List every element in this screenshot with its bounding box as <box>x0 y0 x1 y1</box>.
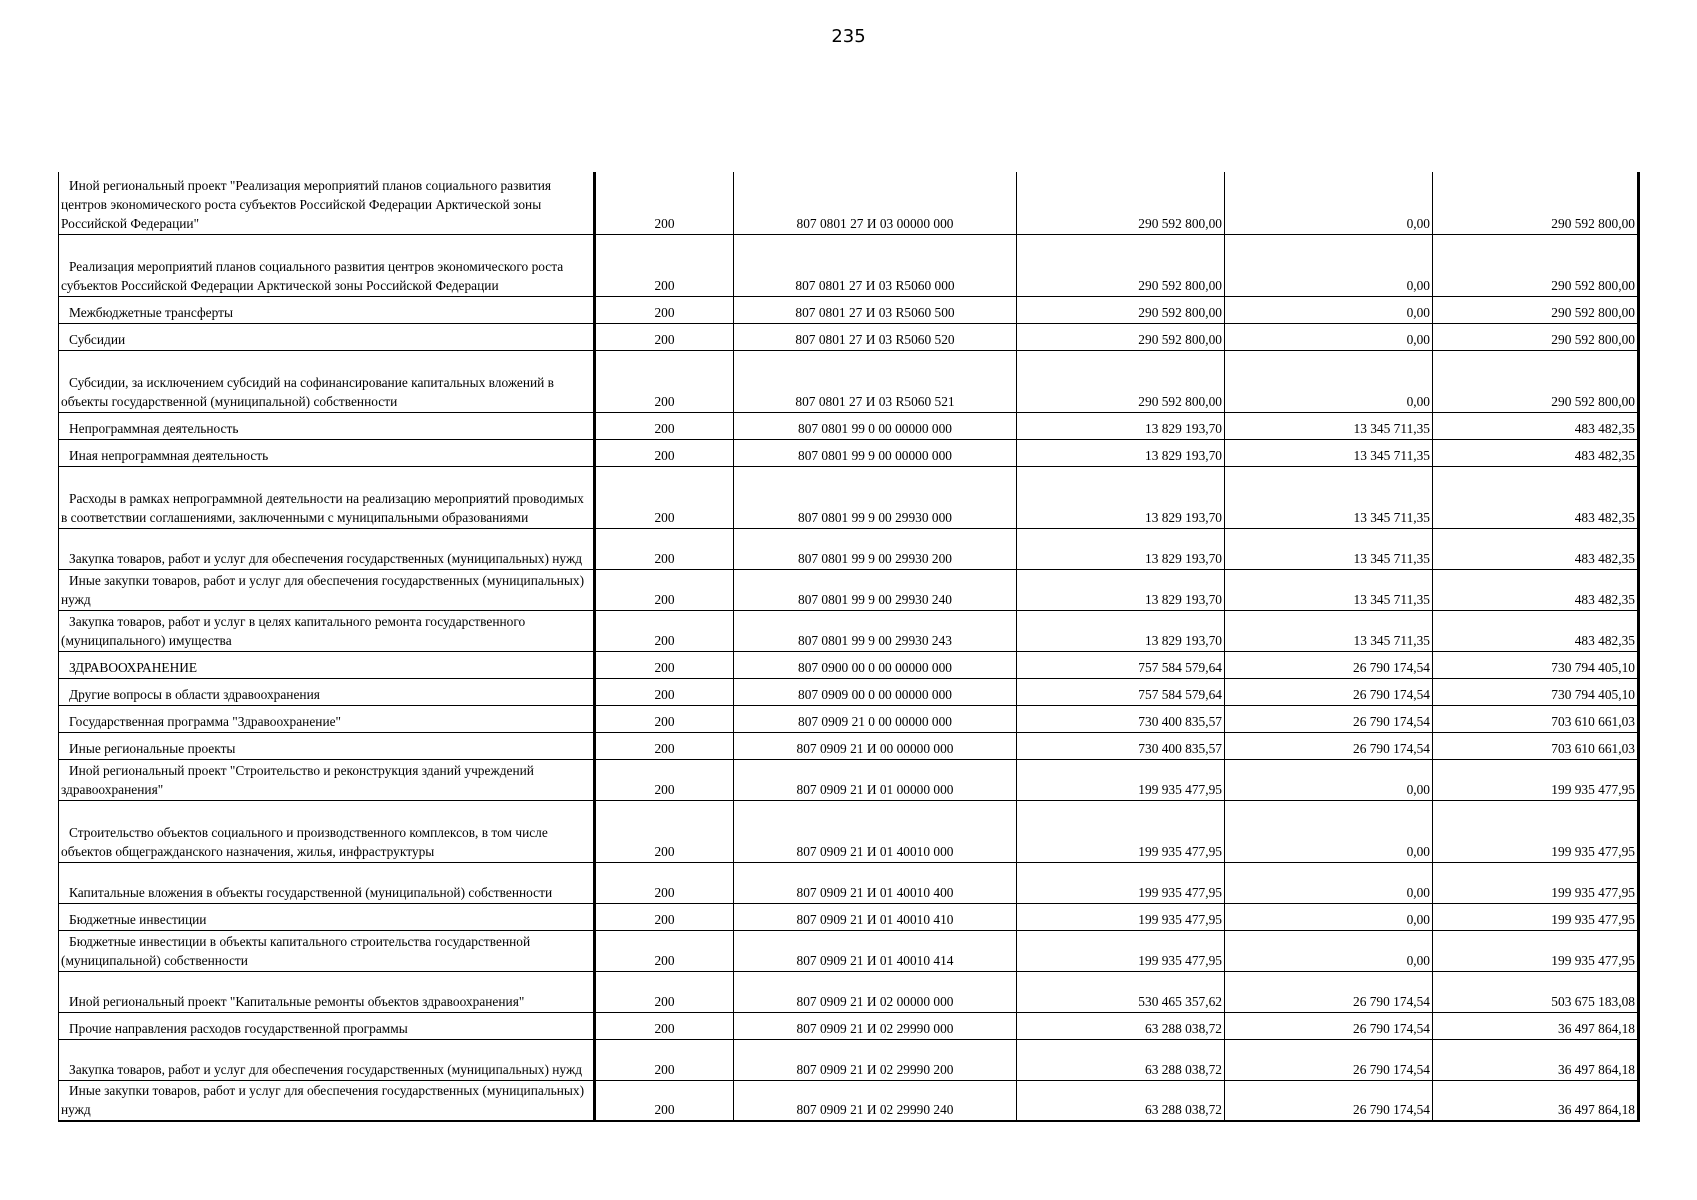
cell-amount-3: 290 592 800,00 <box>1433 172 1639 234</box>
cell-grbs: 200 <box>595 930 734 971</box>
row-label: Расходы в рамках непрограммной деятельности на реализацию мероприятий проводимых в соответствии соглашениями, заключенными с муниципальными образованиями <box>61 490 584 525</box>
row-label: Закупка товаров, работ и услуг в целях капитального ремонта государственного (муниципального) имущества <box>61 613 526 648</box>
cell-grbs: 200 <box>595 903 734 930</box>
table-row <box>59 732 1639 759</box>
cell-grbs: 200 <box>595 759 734 800</box>
cell-grbs: 200 <box>595 172 734 234</box>
cell-amount-1: 199 935 477,95 <box>1017 800 1225 862</box>
row-label: Капитальные вложения в объекты государственной (муниципальной) собственности <box>69 884 553 900</box>
cell-amount-3: 483 482,35 <box>1433 610 1639 651</box>
row-label: Государственная программа "Здравоохранение" <box>69 713 342 729</box>
row-label: Реализация мероприятий планов социального развития центров экономического роста субъектов Российской Федерации Арктической зоны Российской Федерации <box>61 258 564 293</box>
cell-amount-2: 13 345 711,35 <box>1225 466 1433 528</box>
row-label: Иной региональный проект "Капитальные ремонты объектов здравоохранения" <box>69 993 525 1009</box>
cell-grbs: 200 <box>595 800 734 862</box>
row-label: Закупка товаров, работ и услуг для обеспечения государственных (муниципальных) нужд <box>69 550 583 566</box>
cell-amount-3: 290 592 800,00 <box>1433 296 1639 323</box>
cell-budget-code: 807 0801 27 И 03 R5060 521 <box>734 350 1017 412</box>
cell-amount-1: 199 935 477,95 <box>1017 930 1225 971</box>
cell-name <box>59 705 595 732</box>
row-label: ЗДРАВООХРАНЕНИЕ <box>69 659 198 675</box>
table-row <box>59 323 1639 350</box>
cell-name <box>59 172 595 234</box>
cell-amount-2: 26 790 174,54 <box>1225 705 1433 732</box>
cell-amount-2: 0,00 <box>1225 323 1433 350</box>
row-label: Закупка товаров, работ и услуг для обеспечения государственных (муниципальных) нужд <box>69 1061 583 1077</box>
cell-amount-1: 290 592 800,00 <box>1017 234 1225 296</box>
cell-name <box>59 569 595 610</box>
cell-grbs: 200 <box>595 350 734 412</box>
table-row <box>59 705 1639 732</box>
cell-name <box>59 651 595 678</box>
table-row <box>59 528 1639 569</box>
cell-name <box>59 800 595 862</box>
cell-amount-2: 0,00 <box>1225 862 1433 903</box>
cell-name <box>59 971 595 1012</box>
cell-amount-2: 26 790 174,54 <box>1225 1080 1433 1121</box>
cell-budget-code: 807 0909 21 И 01 40010 414 <box>734 930 1017 971</box>
cell-amount-2: 26 790 174,54 <box>1225 1012 1433 1039</box>
cell-grbs: 200 <box>595 569 734 610</box>
table-row <box>59 1012 1639 1039</box>
cell-budget-code: 807 0801 99 9 00 29930 243 <box>734 610 1017 651</box>
cell-budget-code: 807 0909 21 И 00 00000 000 <box>734 732 1017 759</box>
cell-amount-2: 13 345 711,35 <box>1225 528 1433 569</box>
cell-amount-3: 36 497 864,18 <box>1433 1039 1639 1080</box>
cell-amount-1: 199 935 477,95 <box>1017 903 1225 930</box>
cell-amount-1: 63 288 038,72 <box>1017 1080 1225 1121</box>
cell-budget-code: 807 0909 21 И 01 00000 000 <box>734 759 1017 800</box>
cell-amount-2: 26 790 174,54 <box>1225 651 1433 678</box>
cell-grbs: 200 <box>595 610 734 651</box>
cell-name <box>59 234 595 296</box>
row-label: Другие вопросы в области здравоохранения <box>69 686 320 702</box>
cell-amount-2: 26 790 174,54 <box>1225 732 1433 759</box>
cell-grbs: 200 <box>595 678 734 705</box>
cell-amount-3: 483 482,35 <box>1433 528 1639 569</box>
cell-amount-3: 290 592 800,00 <box>1433 234 1639 296</box>
row-label: Иные закупки товаров, работ и услуг для обеспечения государственных (муниципальных) нужд <box>61 1083 585 1117</box>
cell-amount-2: 0,00 <box>1225 903 1433 930</box>
cell-amount-3: 483 482,35 <box>1433 439 1639 466</box>
cell-budget-code: 807 0909 21 И 01 40010 400 <box>734 862 1017 903</box>
cell-name <box>59 412 595 439</box>
table-row <box>59 412 1639 439</box>
cell-name <box>59 759 595 800</box>
cell-amount-3: 503 675 183,08 <box>1433 971 1639 1012</box>
cell-budget-code: 807 0801 99 9 00 29930 200 <box>734 528 1017 569</box>
cell-budget-code: 807 0801 27 И 03 00000 000 <box>734 172 1017 234</box>
cell-grbs: 200 <box>595 1012 734 1039</box>
cell-amount-3: 199 935 477,95 <box>1433 800 1639 862</box>
row-label: Иной региональный проект "Строительство и реконструкция зданий учреждений здравоохранения" <box>61 762 534 797</box>
row-label: Иные региональные проекты <box>69 740 236 756</box>
cell-amount-2: 0,00 <box>1225 350 1433 412</box>
cell-amount-1: 290 592 800,00 <box>1017 172 1225 234</box>
cell-name <box>59 350 595 412</box>
table-row <box>59 1039 1639 1080</box>
cell-amount-1: 13 829 193,70 <box>1017 610 1225 651</box>
cell-amount-3: 199 935 477,95 <box>1433 759 1639 800</box>
cell-amount-1: 290 592 800,00 <box>1017 296 1225 323</box>
table-row <box>59 678 1639 705</box>
cell-budget-code: 807 0909 21 И 02 29990 000 <box>734 1012 1017 1039</box>
cell-budget-code: 807 0909 00 0 00 00000 000 <box>734 678 1017 705</box>
row-label: Бюджетные инвестиции в объекты капитального строительства государственной (муниципальной) собственности <box>61 933 531 968</box>
table-row <box>59 172 1639 234</box>
cell-name <box>59 466 595 528</box>
cell-amount-2: 0,00 <box>1225 759 1433 800</box>
cell-grbs: 200 <box>595 705 734 732</box>
cell-amount-1: 730 400 835,57 <box>1017 732 1225 759</box>
cell-budget-code: 807 0900 00 0 00 00000 000 <box>734 651 1017 678</box>
table-row <box>59 296 1639 323</box>
cell-amount-1: 730 400 835,57 <box>1017 705 1225 732</box>
cell-budget-code: 807 0801 27 И 03 R5060 520 <box>734 323 1017 350</box>
cell-grbs: 200 <box>595 971 734 1012</box>
row-label: Непрограммная деятельность <box>69 420 239 436</box>
cell-amount-1: 199 935 477,95 <box>1017 759 1225 800</box>
cell-amount-2: 13 345 711,35 <box>1225 439 1433 466</box>
cell-budget-code: 807 0909 21 И 02 29990 200 <box>734 1039 1017 1080</box>
cell-amount-3: 703 610 661,03 <box>1433 705 1639 732</box>
cell-grbs: 200 <box>595 323 734 350</box>
cell-amount-3: 730 794 405,10 <box>1433 678 1639 705</box>
cell-amount-1: 13 829 193,70 <box>1017 528 1225 569</box>
cell-name <box>59 930 595 971</box>
cell-amount-1: 63 288 038,72 <box>1017 1012 1225 1039</box>
cell-grbs: 200 <box>595 651 734 678</box>
cell-name <box>59 903 595 930</box>
row-label: Прочие направления расходов государственной программы <box>69 1020 408 1036</box>
cell-amount-2: 26 790 174,54 <box>1225 1039 1433 1080</box>
cell-grbs: 200 <box>595 862 734 903</box>
cell-name <box>59 862 595 903</box>
cell-grbs: 200 <box>595 732 734 759</box>
row-label: Бюджетные инвестиции <box>69 911 207 927</box>
cell-amount-2: 0,00 <box>1225 930 1433 971</box>
table-row <box>59 439 1639 466</box>
table-row <box>59 903 1639 930</box>
cell-amount-3: 36 497 864,18 <box>1433 1012 1639 1039</box>
budget-table <box>58 172 1640 1122</box>
cell-amount-3: 199 935 477,95 <box>1433 903 1639 930</box>
row-label: Иные закупки товаров, работ и услуг для обеспечения государственных (муниципальных) нужд <box>61 572 585 607</box>
cell-amount-3: 483 482,35 <box>1433 569 1639 610</box>
cell-name <box>59 1039 595 1080</box>
cell-amount-1: 13 829 193,70 <box>1017 439 1225 466</box>
table-row <box>59 930 1639 971</box>
cell-budget-code: 807 0909 21 И 01 40010 000 <box>734 800 1017 862</box>
cell-amount-3: 199 935 477,95 <box>1433 930 1639 971</box>
cell-amount-1: 757 584 579,64 <box>1017 651 1225 678</box>
table-row <box>59 759 1639 800</box>
cell-budget-code: 807 0909 21 И 01 40010 410 <box>734 903 1017 930</box>
cell-grbs: 200 <box>595 296 734 323</box>
cell-budget-code: 807 0801 99 0 00 00000 000 <box>734 412 1017 439</box>
cell-amount-3: 730 794 405,10 <box>1433 651 1639 678</box>
budget-table-body <box>59 172 1639 1121</box>
cell-amount-2: 26 790 174,54 <box>1225 678 1433 705</box>
cell-budget-code: 807 0909 21 0 00 00000 000 <box>734 705 1017 732</box>
cell-name <box>59 1080 595 1121</box>
cell-budget-code: 807 0801 99 9 00 29930 240 <box>734 569 1017 610</box>
cell-amount-1: 13 829 193,70 <box>1017 569 1225 610</box>
cell-amount-1: 199 935 477,95 <box>1017 862 1225 903</box>
cell-amount-2: 0,00 <box>1225 800 1433 862</box>
cell-budget-code: 807 0909 21 И 02 00000 000 <box>734 971 1017 1012</box>
row-label: Иной региональный проект "Реализация мероприятий планов социального развития центров экономического роста субъектов Российской Федерации Арктической зоны Российской Федерации" <box>61 177 552 231</box>
cell-name <box>59 296 595 323</box>
cell-amount-3: 483 482,35 <box>1433 412 1639 439</box>
row-label: Межбюджетные трансферты <box>69 304 233 320</box>
cell-budget-code: 807 0801 27 И 03 R5060 500 <box>734 296 1017 323</box>
cell-name <box>59 678 595 705</box>
cell-name <box>59 528 595 569</box>
cell-amount-2: 0,00 <box>1225 172 1433 234</box>
cell-budget-code: 807 0801 99 9 00 29930 000 <box>734 466 1017 528</box>
cell-amount-3: 290 592 800,00 <box>1433 350 1639 412</box>
row-label: Строительство объектов социального и производственного комплексов, в том числе объектов общегражданского назначения, жилья, инфраструктуры <box>61 824 548 859</box>
cell-amount-2: 26 790 174,54 <box>1225 971 1433 1012</box>
cell-grbs: 200 <box>595 466 734 528</box>
row-label: Иная непрограммная деятельность <box>69 447 269 463</box>
cell-amount-2: 13 345 711,35 <box>1225 610 1433 651</box>
row-label: Субсидии <box>69 331 126 347</box>
cell-amount-1: 290 592 800,00 <box>1017 350 1225 412</box>
cell-name <box>59 610 595 651</box>
cell-grbs: 200 <box>595 234 734 296</box>
cell-grbs: 200 <box>595 1039 734 1080</box>
table-row <box>59 234 1639 296</box>
cell-amount-3: 290 592 800,00 <box>1433 323 1639 350</box>
cell-amount-2: 13 345 711,35 <box>1225 569 1433 610</box>
table-row <box>59 862 1639 903</box>
cell-amount-1: 290 592 800,00 <box>1017 323 1225 350</box>
table-row <box>59 610 1639 651</box>
cell-amount-2: 13 345 711,35 <box>1225 412 1433 439</box>
cell-amount-3: 483 482,35 <box>1433 466 1639 528</box>
cell-grbs: 200 <box>595 412 734 439</box>
cell-amount-1: 530 465 357,62 <box>1017 971 1225 1012</box>
table-row <box>59 1080 1639 1121</box>
cell-name <box>59 732 595 759</box>
cell-name <box>59 323 595 350</box>
cell-amount-2: 0,00 <box>1225 296 1433 323</box>
cell-name <box>59 1012 595 1039</box>
table-row <box>59 651 1639 678</box>
cell-amount-1: 757 584 579,64 <box>1017 678 1225 705</box>
cell-amount-3: 36 497 864,18 <box>1433 1080 1639 1121</box>
cell-budget-code: 807 0801 99 9 00 00000 000 <box>734 439 1017 466</box>
cell-amount-3: 199 935 477,95 <box>1433 862 1639 903</box>
cell-amount-1: 63 288 038,72 <box>1017 1039 1225 1080</box>
cell-grbs: 200 <box>595 1080 734 1121</box>
table-row <box>59 971 1639 1012</box>
row-label: Субсидии, за исключением субсидий на софинансирование капитальных вложений в объекты государственной (муниципальной) собственности <box>61 374 555 409</box>
cell-amount-1: 13 829 193,70 <box>1017 412 1225 439</box>
cell-amount-2: 0,00 <box>1225 234 1433 296</box>
cell-budget-code: 807 0909 21 И 02 29990 240 <box>734 1080 1017 1121</box>
table-row <box>59 350 1639 412</box>
cell-grbs: 200 <box>595 439 734 466</box>
cell-amount-1: 13 829 193,70 <box>1017 466 1225 528</box>
cell-budget-code: 807 0801 27 И 03 R5060 000 <box>734 234 1017 296</box>
cell-name <box>59 439 595 466</box>
table-row <box>59 800 1639 862</box>
page-number: 235 <box>831 26 866 47</box>
table-row <box>59 569 1639 610</box>
cell-amount-3: 703 610 661,03 <box>1433 732 1639 759</box>
cell-grbs: 200 <box>595 528 734 569</box>
table-row <box>59 466 1639 528</box>
